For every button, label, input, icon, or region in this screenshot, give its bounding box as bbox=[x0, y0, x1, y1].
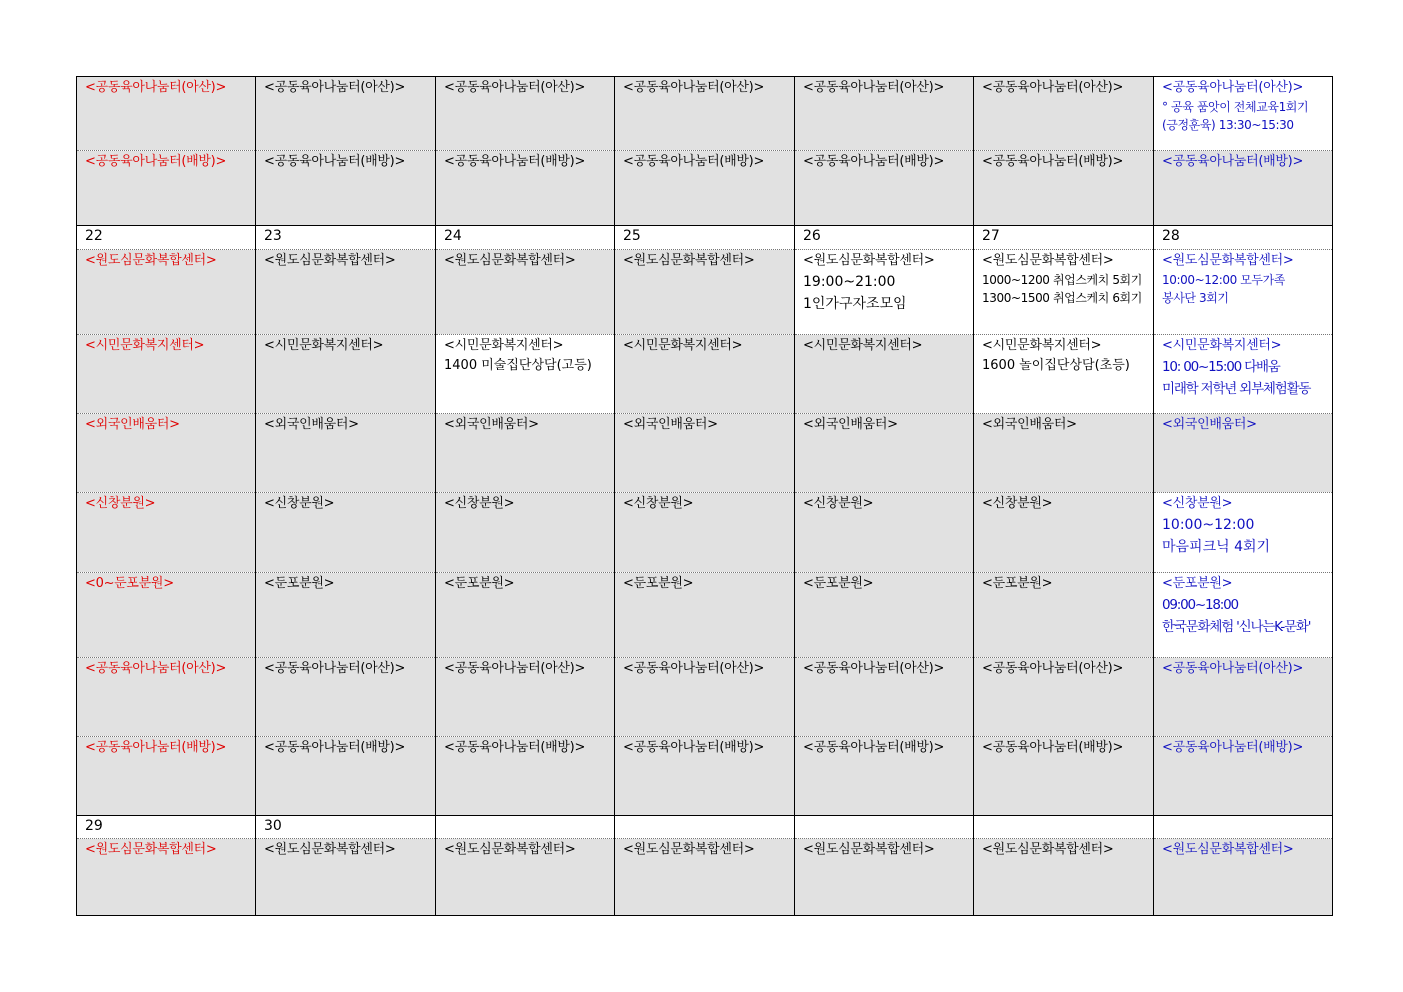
event-cell bbox=[974, 573, 1154, 658]
event-cell bbox=[436, 658, 615, 737]
venue-title: <공동육아나눔터(아산)> bbox=[1162, 661, 1304, 676]
event-cell bbox=[615, 493, 795, 573]
venue-title: <외국인배움터> bbox=[803, 417, 898, 432]
venue-title: <신창분원> bbox=[85, 496, 156, 511]
event-detail: 봉사단 3회기 bbox=[1162, 291, 1229, 305]
venue-title: <시민문화복지센터> bbox=[803, 338, 923, 353]
event-cell bbox=[974, 658, 1154, 737]
event-cell bbox=[974, 77, 1154, 151]
venue-title: <공동육아나눔터(아산)> bbox=[264, 661, 406, 676]
event-cell bbox=[436, 414, 615, 493]
venue-title: <공동육아나눔터(아산)> bbox=[85, 661, 227, 676]
event-cell bbox=[77, 151, 256, 226]
event-cell bbox=[1154, 335, 1333, 414]
event-row bbox=[77, 151, 1333, 226]
venue-title: <공동육아나눔터(아산)> bbox=[982, 80, 1124, 95]
event-cell bbox=[1154, 250, 1333, 335]
venue-title: <공동육아나눔터(배방)> bbox=[85, 154, 227, 169]
venue-title: <공동육아나눔터(배방)> bbox=[1162, 740, 1304, 755]
venue-title: <외국인배움터> bbox=[444, 417, 539, 432]
event-cell bbox=[615, 151, 795, 226]
event-cell bbox=[256, 573, 436, 658]
venue-title: <공동육아나눔터(아산)> bbox=[264, 80, 406, 95]
event-cell bbox=[615, 250, 795, 335]
event-cell bbox=[436, 335, 615, 414]
event-row bbox=[77, 414, 1333, 493]
venue-title: <시민문화복지센터> bbox=[623, 338, 743, 353]
event-detail: ° 공육 품앗이 전체교육1회기 bbox=[1162, 100, 1309, 114]
event-cell bbox=[974, 493, 1154, 573]
event-row bbox=[77, 658, 1333, 737]
event-cell bbox=[436, 151, 615, 226]
event-cell bbox=[1154, 493, 1333, 573]
venue-title: <공동육아나눔터(배방)> bbox=[1162, 154, 1304, 169]
event-cell bbox=[974, 737, 1154, 816]
venue-title: <외국인배움터> bbox=[85, 417, 180, 432]
date-row bbox=[77, 816, 1333, 839]
event-cell bbox=[615, 839, 795, 916]
event-cell bbox=[436, 77, 615, 151]
event-detail: 1300~1500 취업스케치 6회기 bbox=[982, 291, 1142, 305]
event-row bbox=[77, 839, 1333, 916]
event-row bbox=[77, 573, 1333, 658]
event-cell bbox=[256, 839, 436, 916]
venue-title: <둔포분원> bbox=[623, 576, 694, 591]
venue-title: <원도심문화복합센터> bbox=[85, 253, 217, 268]
venue-title: <시민문화복지센터> bbox=[85, 338, 205, 353]
event-cell bbox=[974, 151, 1154, 226]
calendar-body bbox=[77, 77, 1333, 916]
venue-title: <공동육아나눔터(배방)> bbox=[264, 154, 406, 169]
event-cell bbox=[436, 250, 615, 335]
venue-title: <0~둔포분원> bbox=[85, 576, 174, 591]
venue-title: <공동육아나눔터(배방)> bbox=[444, 740, 586, 755]
day-number: 30 bbox=[264, 818, 282, 834]
venue-title: <외국인배움터> bbox=[264, 417, 359, 432]
event-cell bbox=[615, 573, 795, 658]
date-row bbox=[77, 226, 1333, 250]
event-cell bbox=[795, 250, 974, 335]
event-cell bbox=[436, 737, 615, 816]
venue-title: <공동육아나눔터(아산)> bbox=[623, 80, 765, 95]
event-detail: 마음피크닉 4회기 bbox=[1162, 539, 1271, 555]
venue-title: <공동육아나눔터(배방)> bbox=[264, 740, 406, 755]
venue-title: <공동육아나눔터(배방)> bbox=[803, 740, 945, 755]
event-row bbox=[77, 737, 1333, 816]
event-cell bbox=[77, 658, 256, 737]
event-cell bbox=[795, 573, 974, 658]
venue-title: <원도심문화복합센터> bbox=[623, 842, 755, 857]
date-cell bbox=[77, 816, 256, 839]
venue-title: <공동육아나눔터(아산)> bbox=[623, 661, 765, 676]
venue-title: <원도심문화복합센터> bbox=[1162, 842, 1294, 857]
venue-title: <원도심문화복합센터> bbox=[803, 253, 935, 268]
venue-title: <공동육아나눔터(아산)> bbox=[803, 80, 945, 95]
venue-title: <공동육아나눔터(배방)> bbox=[803, 154, 945, 169]
event-cell bbox=[256, 335, 436, 414]
event-cell bbox=[77, 414, 256, 493]
day-number: 23 bbox=[264, 228, 282, 244]
event-detail: 1600 놀이집단상담(초등) bbox=[982, 358, 1130, 373]
event-cell bbox=[256, 658, 436, 737]
event-cell bbox=[1154, 658, 1333, 737]
event-row bbox=[77, 250, 1333, 335]
event-cell bbox=[1154, 414, 1333, 493]
date-cell bbox=[615, 816, 795, 839]
event-cell bbox=[974, 839, 1154, 916]
venue-title: <공동육아나눔터(배방)> bbox=[623, 154, 765, 169]
date-cell bbox=[795, 816, 974, 839]
event-row bbox=[77, 335, 1333, 414]
day-number: 28 bbox=[1162, 228, 1180, 244]
venue-title: <공동육아나눔터(아산)> bbox=[982, 661, 1124, 676]
event-detail: 한국문화체험 '신나는K-문화' bbox=[1162, 619, 1311, 635]
venue-title: <시민문화복지센터> bbox=[982, 338, 1102, 353]
event-cell bbox=[974, 250, 1154, 335]
venue-title: <둔포분원> bbox=[982, 576, 1053, 591]
event-cell bbox=[795, 77, 974, 151]
event-cell bbox=[256, 151, 436, 226]
date-cell bbox=[795, 226, 974, 250]
venue-title: <원도심문화복합센터> bbox=[444, 842, 576, 857]
event-detail: 1인가구자조모임 bbox=[803, 296, 907, 312]
event-cell bbox=[615, 414, 795, 493]
venue-title: <신창분원> bbox=[1162, 496, 1233, 511]
venue-title: <공동육아나눔터(배방)> bbox=[982, 154, 1124, 169]
venue-title: <신창분원> bbox=[444, 496, 515, 511]
event-cell bbox=[615, 658, 795, 737]
day-number: 27 bbox=[982, 228, 1000, 244]
venue-title: <원도심문화복합센터> bbox=[264, 842, 396, 857]
venue-title: <시민문화복지센터> bbox=[1162, 338, 1282, 353]
venue-title: <공동육아나눔터(아산)> bbox=[1162, 80, 1304, 95]
event-cell bbox=[795, 839, 974, 916]
event-cell bbox=[77, 839, 256, 916]
event-cell bbox=[974, 414, 1154, 493]
venue-title: <원도심문화복합센터> bbox=[623, 253, 755, 268]
event-detail: 10: 00~15:00 다배움 bbox=[1162, 359, 1280, 375]
venue-title: <공동육아나눔터(아산)> bbox=[85, 80, 227, 95]
calendar-table bbox=[76, 76, 1333, 916]
event-cell bbox=[77, 573, 256, 658]
event-cell bbox=[795, 151, 974, 226]
venue-title: <원도심문화복합센터> bbox=[982, 842, 1114, 857]
event-cell bbox=[77, 77, 256, 151]
day-number: 25 bbox=[623, 228, 641, 244]
event-detail: 미래학 저학년 외부체험활동 bbox=[1162, 381, 1311, 397]
venue-title: <외국인배움터> bbox=[623, 417, 718, 432]
day-number: 26 bbox=[803, 228, 821, 244]
event-cell bbox=[795, 335, 974, 414]
event-cell bbox=[795, 737, 974, 816]
date-cell bbox=[1154, 816, 1333, 839]
event-cell bbox=[795, 658, 974, 737]
venue-title: <공동육아나눔터(배방)> bbox=[85, 740, 227, 755]
event-detail: 1400 미술집단상담(고등) bbox=[444, 358, 592, 373]
venue-title: <원도심문화복합센터> bbox=[444, 253, 576, 268]
event-cell bbox=[1154, 839, 1333, 916]
venue-title: <공동육아나눔터(아산)> bbox=[444, 661, 586, 676]
event-cell bbox=[974, 335, 1154, 414]
venue-title: <공동육아나눔터(아산)> bbox=[803, 661, 945, 676]
venue-title: <원도심문화복합센터> bbox=[85, 842, 217, 857]
date-cell bbox=[974, 226, 1154, 250]
event-cell bbox=[615, 77, 795, 151]
venue-title: <원도심문화복합센터> bbox=[803, 842, 935, 857]
venue-title: <원도심문화복합센터> bbox=[982, 253, 1114, 268]
venue-title: <신창분원> bbox=[803, 496, 874, 511]
event-cell bbox=[77, 493, 256, 573]
date-cell bbox=[256, 226, 436, 250]
venue-title: <원도심문화복합센터> bbox=[1162, 253, 1294, 268]
venue-title: <시민문화복지센터> bbox=[444, 338, 564, 353]
date-cell bbox=[256, 816, 436, 839]
date-cell bbox=[1154, 226, 1333, 250]
date-cell bbox=[77, 226, 256, 250]
day-number: 22 bbox=[85, 228, 103, 244]
date-cell bbox=[974, 816, 1154, 839]
event-cell bbox=[1154, 737, 1333, 816]
date-cell bbox=[615, 226, 795, 250]
venue-title: <공동육아나눔터(배방)> bbox=[623, 740, 765, 755]
event-cell bbox=[436, 493, 615, 573]
date-cell bbox=[436, 226, 615, 250]
event-cell bbox=[615, 737, 795, 816]
event-cell bbox=[1154, 77, 1333, 151]
event-detail: 10:00~12:00 bbox=[1162, 517, 1255, 533]
venue-title: <외국인배움터> bbox=[1162, 417, 1257, 432]
venue-title: <둔포분원> bbox=[444, 576, 515, 591]
venue-title: <공동육아나눔터(배방)> bbox=[444, 154, 586, 169]
event-cell bbox=[795, 493, 974, 573]
event-cell bbox=[256, 493, 436, 573]
event-row bbox=[77, 493, 1333, 573]
event-cell bbox=[615, 335, 795, 414]
venue-title: <공동육아나눔터(아산)> bbox=[444, 80, 586, 95]
event-cell bbox=[795, 414, 974, 493]
venue-title: <신창분원> bbox=[623, 496, 694, 511]
event-detail: 10:00~12:00 모두가족 bbox=[1162, 273, 1286, 287]
date-cell bbox=[436, 816, 615, 839]
event-row bbox=[77, 77, 1333, 151]
event-cell bbox=[436, 573, 615, 658]
venue-title: <시민문화복지센터> bbox=[264, 338, 384, 353]
day-number: 29 bbox=[85, 818, 103, 834]
event-cell bbox=[256, 77, 436, 151]
event-cell bbox=[436, 839, 615, 916]
day-number: 24 bbox=[444, 228, 462, 244]
event-cell bbox=[77, 250, 256, 335]
venue-title: <원도심문화복합센터> bbox=[264, 253, 396, 268]
venue-title: <둔포분원> bbox=[803, 576, 874, 591]
event-cell bbox=[1154, 573, 1333, 658]
event-cell bbox=[77, 335, 256, 414]
event-detail: 09:00~18:00 bbox=[1162, 597, 1238, 613]
event-cell bbox=[256, 414, 436, 493]
venue-title: <신창분원> bbox=[264, 496, 335, 511]
event-cell bbox=[256, 737, 436, 816]
event-detail: (긍정훈육) 13:30~15:30 bbox=[1162, 118, 1294, 132]
event-cell bbox=[1154, 151, 1333, 226]
event-cell bbox=[77, 737, 256, 816]
venue-title: <신창분원> bbox=[982, 496, 1053, 511]
venue-title: <공동육아나눔터(배방)> bbox=[982, 740, 1124, 755]
venue-title: <외국인배움터> bbox=[982, 417, 1077, 432]
venue-title: <둔포분원> bbox=[1162, 576, 1233, 591]
venue-title: <둔포분원> bbox=[264, 576, 335, 591]
event-detail: 19:00~21:00 bbox=[803, 274, 896, 290]
event-cell bbox=[256, 250, 436, 335]
event-detail: 1000~1200 취업스케치 5회기 bbox=[982, 273, 1142, 287]
